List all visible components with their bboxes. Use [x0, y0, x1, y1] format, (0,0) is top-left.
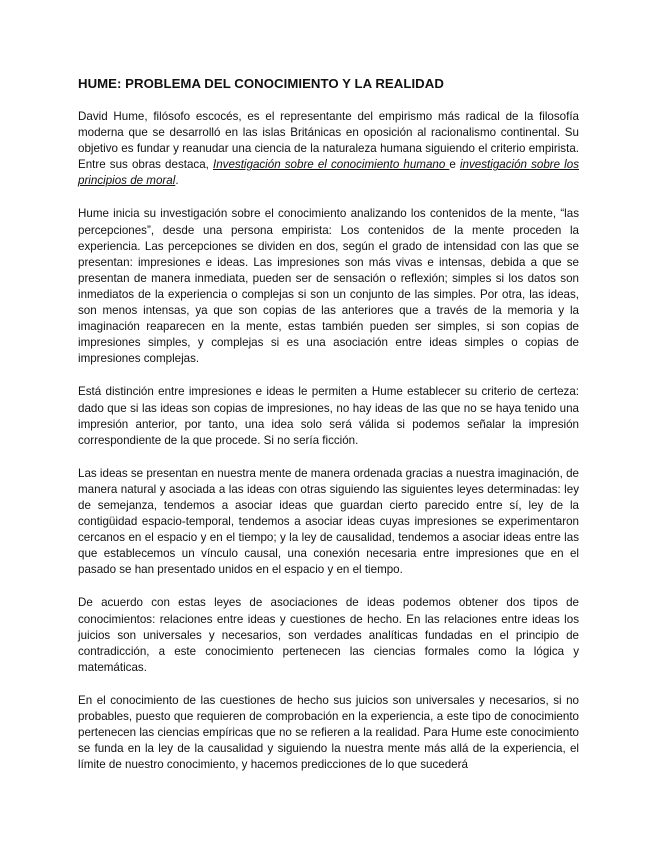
paragraph-criterio-certeza: Está distinción entre impresiones e ideas le permiten a Hume establecer su criterio de certeza: dado que si las ideas son copias de impresiones, no hay ideas de las que no se haya tenido una impresión anterior, por tanto, una idea solo será válida si podemos señalar la impresión correspondiente de la que procede. Si no sería ficción.	[78, 385, 579, 447]
document-title: HUME: PROBLEMA DEL CONOCIMIENTO Y LA REALIDAD	[78, 76, 444, 91]
book-title-investigacion-conocimiento: Investigación sobre el conocimiento humano	[212, 158, 450, 172]
paragraph-cuestiones-hecho: En el conocimiento de las cuestiones de hecho sus juicios son universales y necesarios, si no probables, puesto que requieren de comprobación en la experiencia, a este tipo de conocimiento pertenecen las ciencias empíricas que no se refieren a la realidad. Para Hume este conocimiento se funda en la ley de la causalidad y siguiendo la nuestra mente más allá de la experiencia, el límite de nuestro conocimiento, y hacemos predicciones de lo que sucederá	[78, 693, 579, 772]
intro-connector: e	[449, 158, 460, 172]
paragraph-leyes-asociacion: Las ideas se presentan en nuestra mente de manera ordenada gracias a nuestra imaginación, de manera natural y asociada a las ideas con otras siguiendo las siguientes leyes determinadas: ley de semejanza, tendemos a asociar ideas que guardan cierto parecido entre sí, ley de la contigüidad espacio-temporal, tendemos a asociar ideas cuyas impresiones se experimentaron cercanos en el espacio y en el tiempo; y la ley de causalidad, tendemos a asociar ideas entre las que establecemos un vínculo causal, una conexión necesaria entre impresiones que en el pasado se han presentado unidos en el espacio y en el tiempo.	[78, 466, 579, 577]
intro-paragraph	[78, 109, 579, 189]
book-title-principios-moral: investigación sobre los principios de moral	[78, 158, 580, 188]
intro-text: David Hume, filósofo escocés, es el representante del empirismo más radical de la filosofía moderna que se desarrolló en las islas Británicas en oposición al racionalismo continental. Su objetivo es fundar y reanudar una ciencia de la naturaleza humana siguiendo el criterio empirista. Entre sus obras destaca,	[78, 110, 579, 172]
paragraph-tipos-conocimiento: De acuerdo con estas leyes de asociaciones de ideas podemos obtener dos tipos de conocimientos: relaciones entre ideas y cuestiones de hecho. En las relaciones entre ideas los juicios son universales y necesarios, son verdades analíticas fundadas en el principio de contradicción, a este conocimiento pertenecen las ciencias formales como la lógica y matemáticas.	[78, 596, 579, 674]
intro-end: .	[175, 174, 179, 188]
paragraph-percepciones: Hume inicia su investigación sobre el conocimiento analizando los contenidos de la mente, “las percepciones”, desde una persona empirista: Los contenidos de la mente proceden la experiencia. Las percepciones se dividen en dos, según el grado de intensidad con las que se presentan: impresiones e ideas. Las impresiones son más vivas e intensas, debida a que se presentan de manera inmediata, pueden ser de sensación o reflexión; simples si los datos son inmediatos de la experiencia o complejas si son un conjunto de las simples. Por otra, las ideas, son menos intensas, ya que son copias de las anteriores que a través de la memoria y la imaginación reaparecen en la mente, estas también pueden ser simples, si son copias de impresiones simples, y complejas si es una asociación entre ideas simples o copias de impresiones complejas.	[78, 207, 579, 366]
